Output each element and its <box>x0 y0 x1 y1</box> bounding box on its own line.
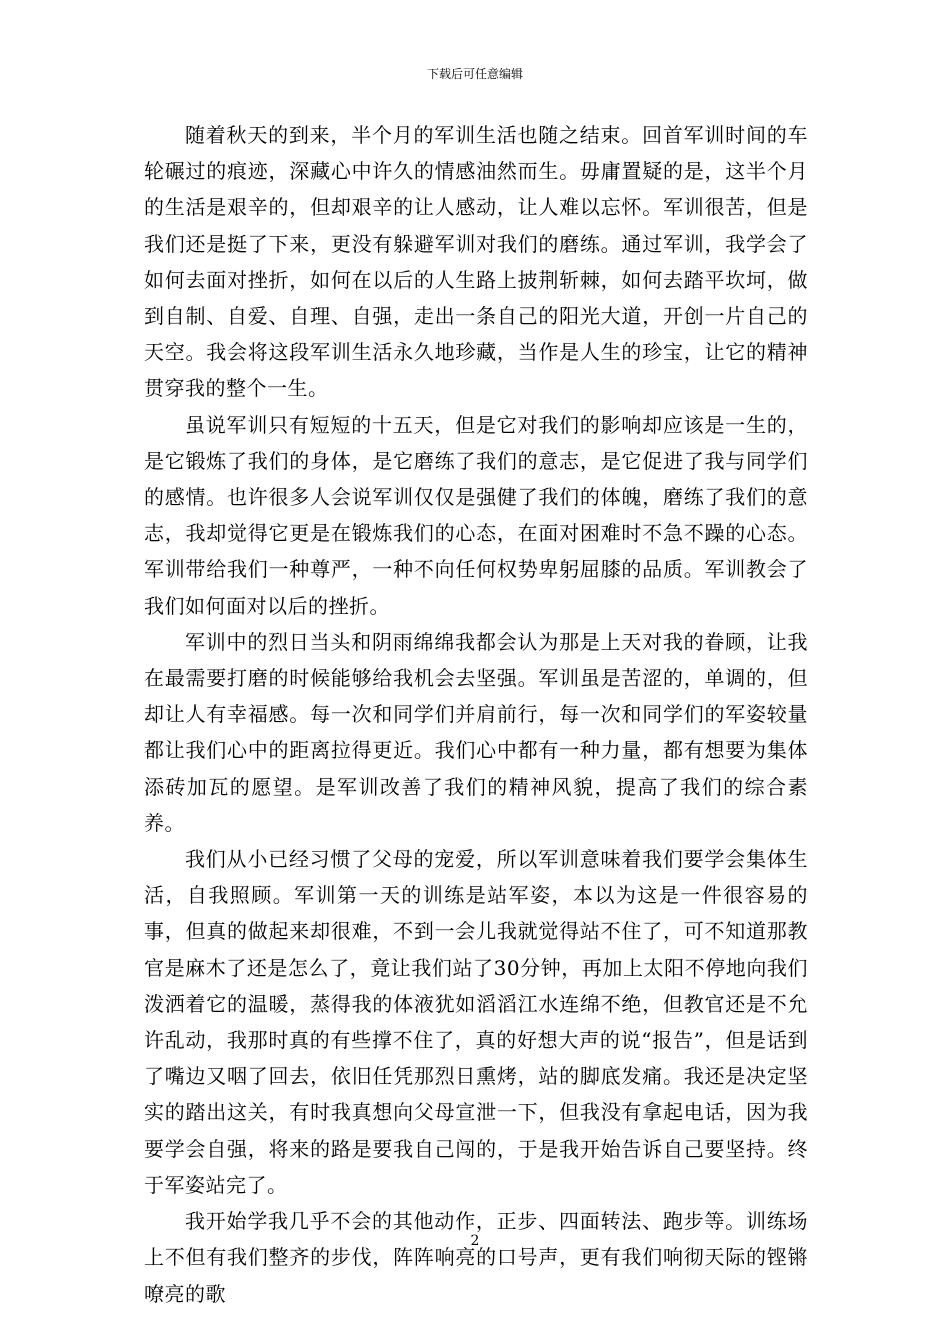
paragraph-1: 随着秋天的到来，半个月的军训生活也随之结束。回首军训时间的车轮碾过的痕迹，深藏心中许久的情感油然而生。毋庸置疑的是，这半个月的生活是艰辛的，但却艰辛的让人感动，让人难以忘怀。军训很苦，但是我们还是挺了下来，更没有躲避军训对我们的磨练。通过军训，我学会了如何去面对挫折，如何在以后的人生路上披荆斩棘，如何去踏平坎坷，做到自制、自爱、自理、自强，走出一条自己的阳光大道，开创一片自己的天空。我会将这段军训生活永久地珍藏，当作是人生的珍宝，让它的精神贯穿我的整个一生。 <box>144 123 808 401</box>
page-header: 下载后可任意编辑 <box>426 67 523 81</box>
document-body <box>144 117 808 1312</box>
paragraph-3: 军训中的烈日当头和阴雨绵绵我都会认为那是上天对我的眷顾，让我在最需要打磨的时候能够给我机会去坚强。军训虽是苦涩的，单调的，但却让人有幸福感。每一次和同学们并肩前行，每一次和同学们的军姿较量都让我们心中的距离拉得更近。我们心中都有一种力量，都有想要为集体添砖加瓦的愿望。是军训改善了我们的精神风貌，提高了我们的综合素养。 <box>144 629 808 835</box>
paragraph-5: 我开始学我几乎不会的其他动作，正步、四面转法、跑步等。训练场上不但有我们整齐的步伐，阵阵响亮的口号声，更有我们响彻天际的铿锵嘹亮的歌 <box>144 1209 808 1306</box>
page-number: 2 <box>470 1233 480 1249</box>
paragraph-4: 我们从小已经习惯了父母的宠爱，所以军训意味着我们要学会集体生活，自我照顾。军训第一天的训练是站军姿，本以为这是一件很容易的事，但真的做起来却很难，不到一会儿我就觉得站不住了，可不知道那教官是麻木了还是怎么了，竟让我们站了30分钟，再加上太阳不停地向我们泼洒着它的温暖，蒸得我的体液犹如滔滔江水连绵不绝，但教官还是不允许乱动，我那时真的有些撑不住了，真的好想大声的说“报告”，但是话到了嘴边又咽了回去，依旧任凭那烈日熏烤，站的脚底发痛。我还是决定坚实的踏出这关，有时我真想向父母宣泄一下，但我没有拿起电话，因为我要学会自强，将来的路是要我自己闯的，于是我开始告诉自己要坚持。终于军姿站完了。 <box>144 847 808 1197</box>
paragraph-2: 虽说军训只有短短的十五天，但是它对我们的影响却应该是一生的，是它锻炼了我们的身体，是它磨练了我们的意志，是它促进了我与同学们的感情。也许很多人会说军训仅仅是强健了我们的体魄，磨练了我们的意志，我却觉得它更是在锻炼我们的心态，在面对困难时不急不躁的心态。军训带给我们一种尊严，一种不向任何权势卑躬屈膝的品质。军训教会了我们如何面对以后的挫折。 <box>144 412 808 618</box>
